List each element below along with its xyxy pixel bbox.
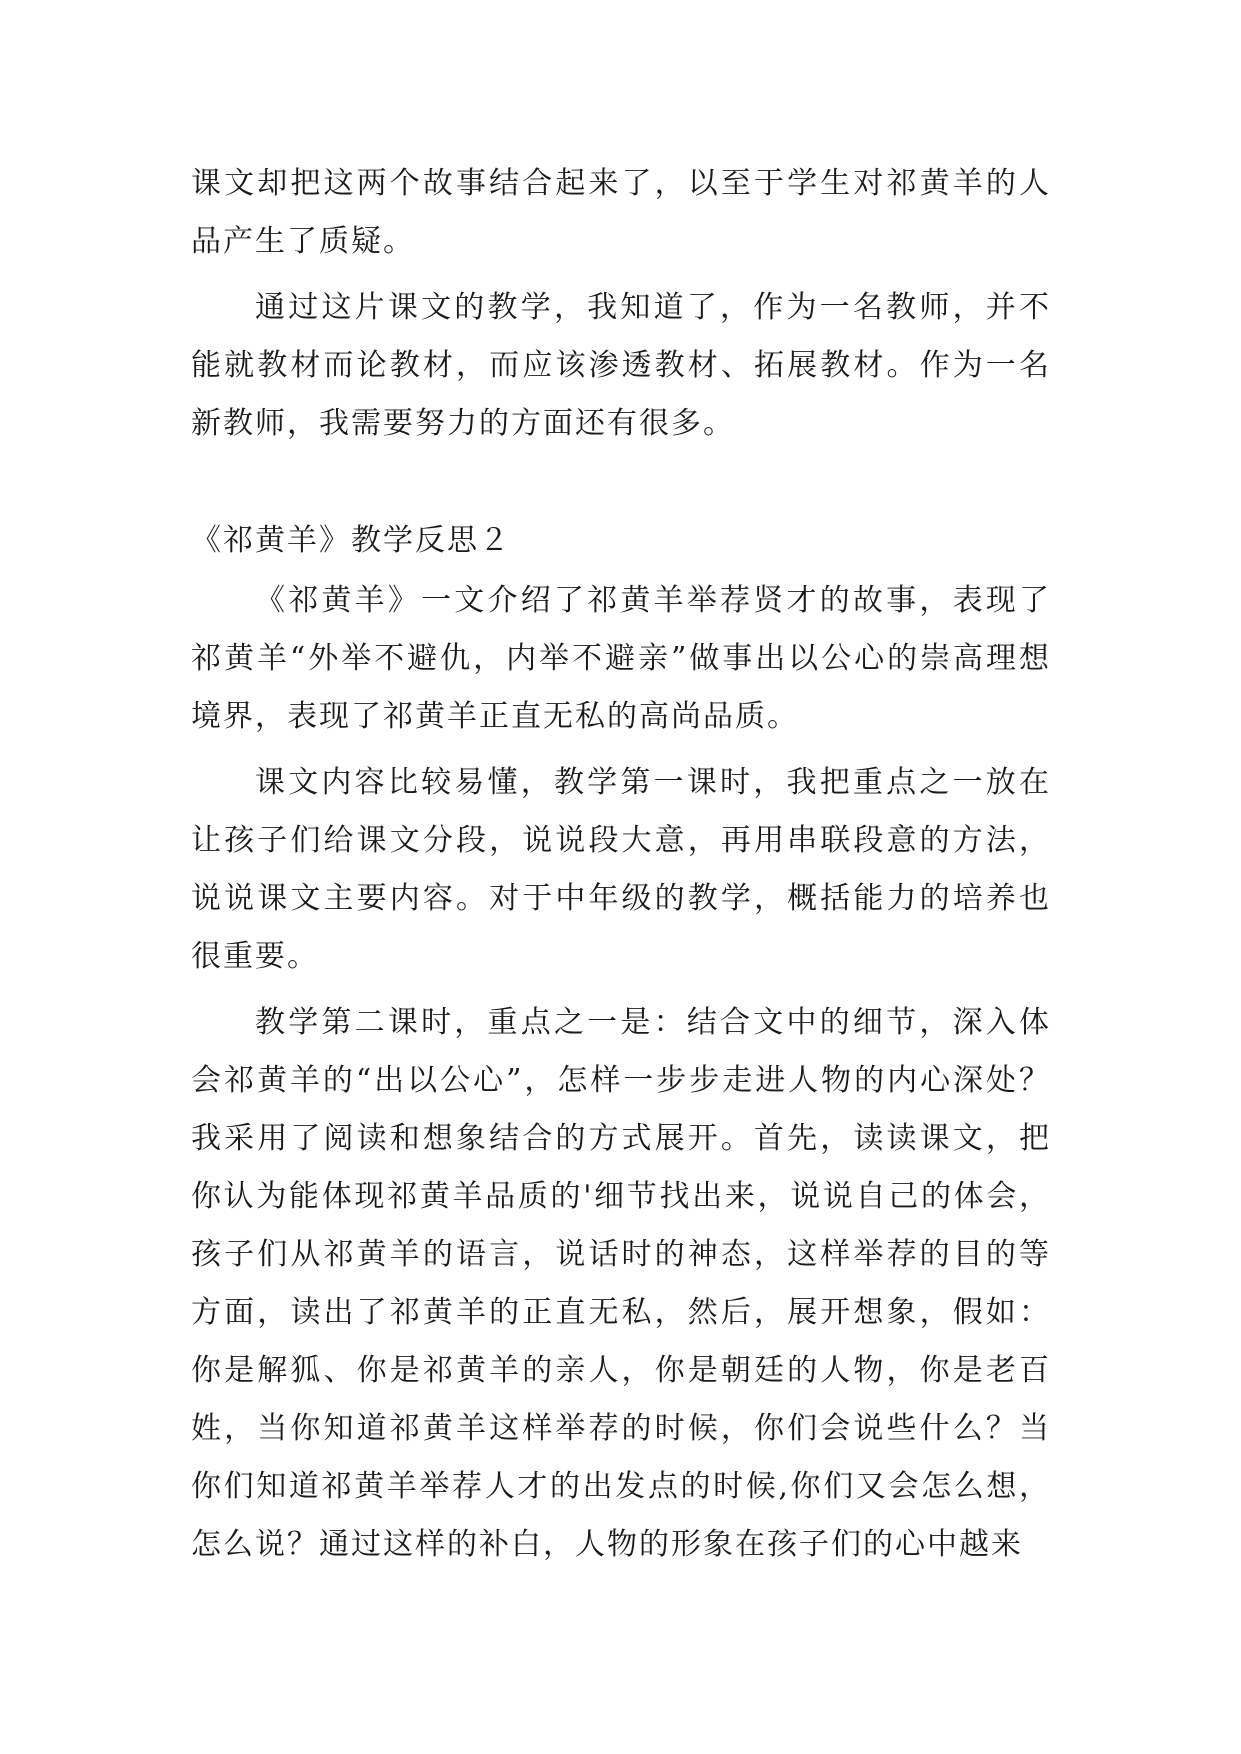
paragraph-first-lesson: 课文内容比较易懂，教学第一课时，我把重点之一放在让孩子们给课文分段，说说段大意，再用串联段意的方法，说说课文主要内容。对于中年级的教学，概括能力的培养也很重要。 [191, 765, 1051, 974]
paragraph-continuation: 课文却把这两个故事结合起来了，以至于学生对祁黄羊的人品产生了质疑。 [191, 166, 1051, 259]
paragraph-second-lesson: 教学第二课时，重点之一是：结合文中的细节，深入体会祁黄羊的“出以公心”，怎样一步步走进人物的内心深处？我采用了阅读和想象结合的方式展开。首先，读读课文，把你认为能体现祁黄羊品质的'细节找出来，说说自己的体会，孩子们从祁黄羊的语言，说话时的神态，这样举荐的目的等方面，读出了祁黄羊的正直无私，然后，展开想象，假如：你是解狐、你是祁黄羊的亲人，你是朝廷的人物，你是老百姓，当你知道祁黄羊这样举荐的时候，你们会说些什么？当你们知道祁黄羊举荐人才的出发点的时候,你们又会怎么想，怎么说？通过这样的补白，人物的形象在孩子们的心中越来 [191, 1005, 1051, 1562]
paragraph-intro: 《祁黄羊》一文介绍了祁黄羊举荐贤才的故事，表现了祁黄羊“外举不避仇，内举不避亲”做事出以公心的崇高理想境界，表现了祁黄羊正直无私的高尚品质。 [191, 583, 1051, 734]
section-title: 《祁黄羊》教学反思２ [191, 523, 511, 558]
paragraph-conclusion: 通过这片课文的教学，我知道了，作为一名教师，并不能就教材而论教材，而应该渗透教材、拓展教材。作为一名新教师，我需要努力的方面还有很多。 [191, 290, 1051, 441]
text-block-top [191, 155, 1051, 453]
section-reflection-2 [191, 512, 1051, 1574]
